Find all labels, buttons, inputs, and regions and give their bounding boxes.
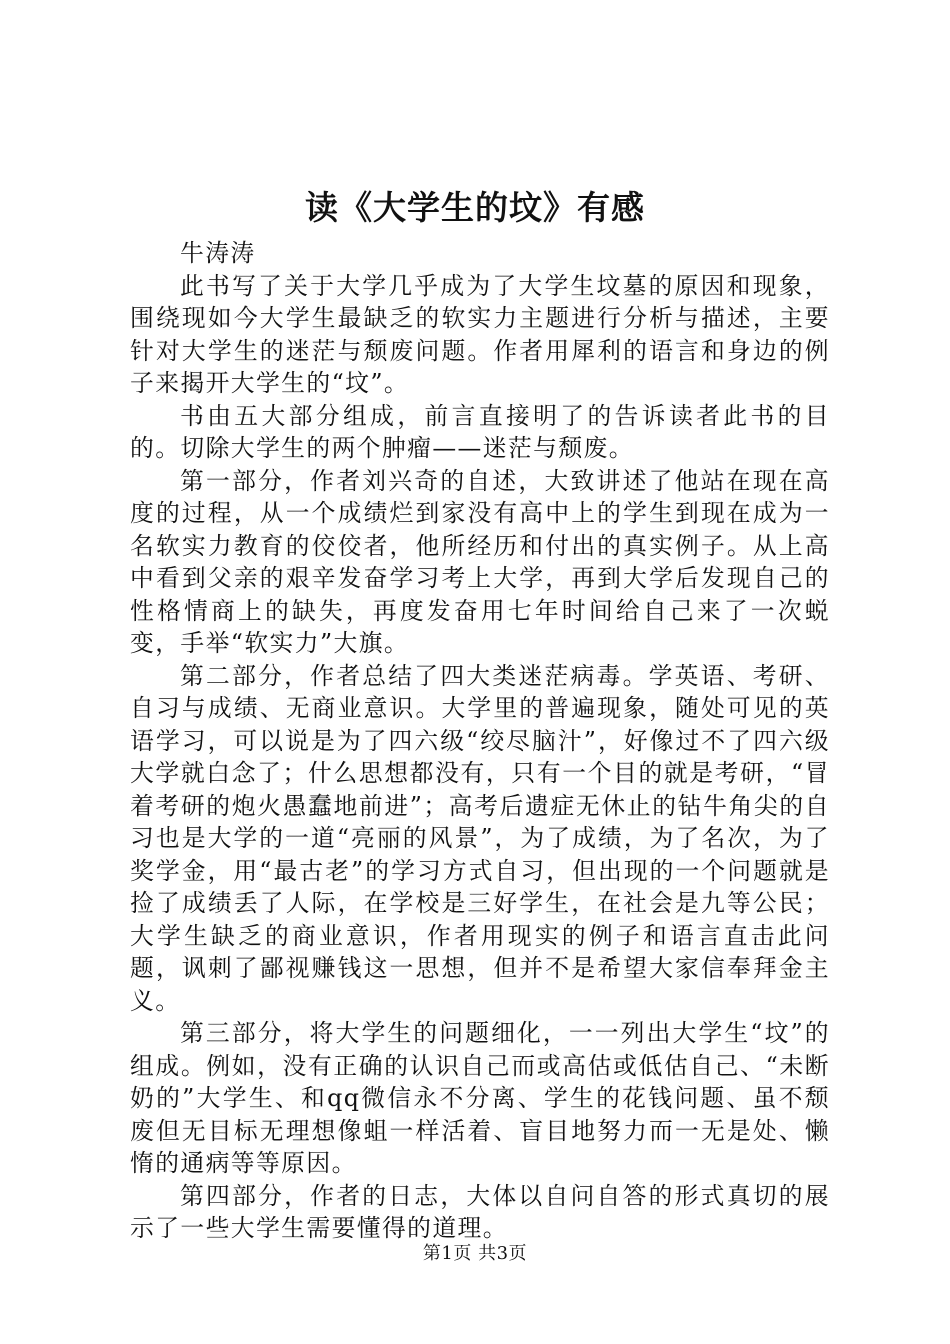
document-body	[130, 237, 830, 1245]
paragraph-part-two: 第二部分，作者总结了四大类迷茫病毒。学英语、考研、自习与成绩、无商业意识。大学里的普遍现象，随处可见的英语学习，可以说是为了四六级“绞尽脑汁”，好像过不了四六级大学就白念了；什么思想都没有，只有一个目的就是考研，“冒着考研的炮火愚蠢地前进”；高考后遗症无休止的钻牛角尖的自习也是大学的一道“亮丽的风景”，为了成绩，为了名次，为了奖学金，用“最古老”的学习方式自习，但出现的一个问题就是捡了成绩丢了人际，在学校是三好学生，在社会是九等公民；大学生缺乏的商业意识，作者用现实的例子和语言直击此问题，讽刺了鄙视赚钱这一思想，但并不是希望大家信奉拜金主义。	[130, 661, 830, 1015]
document-title: 读《大学生的坟》有感	[305, 188, 645, 227]
paragraph-structure: 书由五大部分组成，前言直接明了的告诉读者此书的目的。切除大学生的两个肿瘤——迷茫与颓废。	[130, 401, 830, 462]
paragraph-intro: 此书写了关于大学几乎成为了大学生坟墓的原因和现象，围绕现如今大学生最缺乏的软实力主题进行分析与描述，主要针对大学生的迷茫与颓废问题。作者用犀利的语言和身边的例子来揭开大学生的“坟”。	[130, 271, 830, 397]
paragraph-part-one: 第一部分，作者刘兴奇的自述，大致讲述了他站在现在高度的过程，从一个成绩烂到家没有高中上的学生到现在成为一名软实力教育的佼佼者，他所经历和付出的真实例子。从上高中看到父亲的艰辛发奋学习考上大学，再到大学后发现自己的性格情商上的缺失，再度发奋用七年时间给自己来了一次蜕变，手举“软实力”大旗。	[130, 466, 830, 657]
paragraph-part-three: 第三部分，将大学生的问题细化，一一列出大学生“坟”的组成。例如，没有正确的认识自己而或高估或低估自己、“未断奶的”大学生、和qq微信永不分离、学生的花钱问题、虽不颓废但无目标无理想像蛆一样活着、盲目地努力而一无是处、懒惰的通病等等原因。	[130, 1019, 830, 1177]
paragraph-part-four: 第四部分，作者的日志，大体以自问自答的形式真切的展示了一些大学生需要懂得的道理。	[130, 1181, 830, 1242]
author-name: 牛涛涛	[180, 239, 256, 267]
page-number-footer: 第1页 共3页	[422, 1243, 528, 1264]
